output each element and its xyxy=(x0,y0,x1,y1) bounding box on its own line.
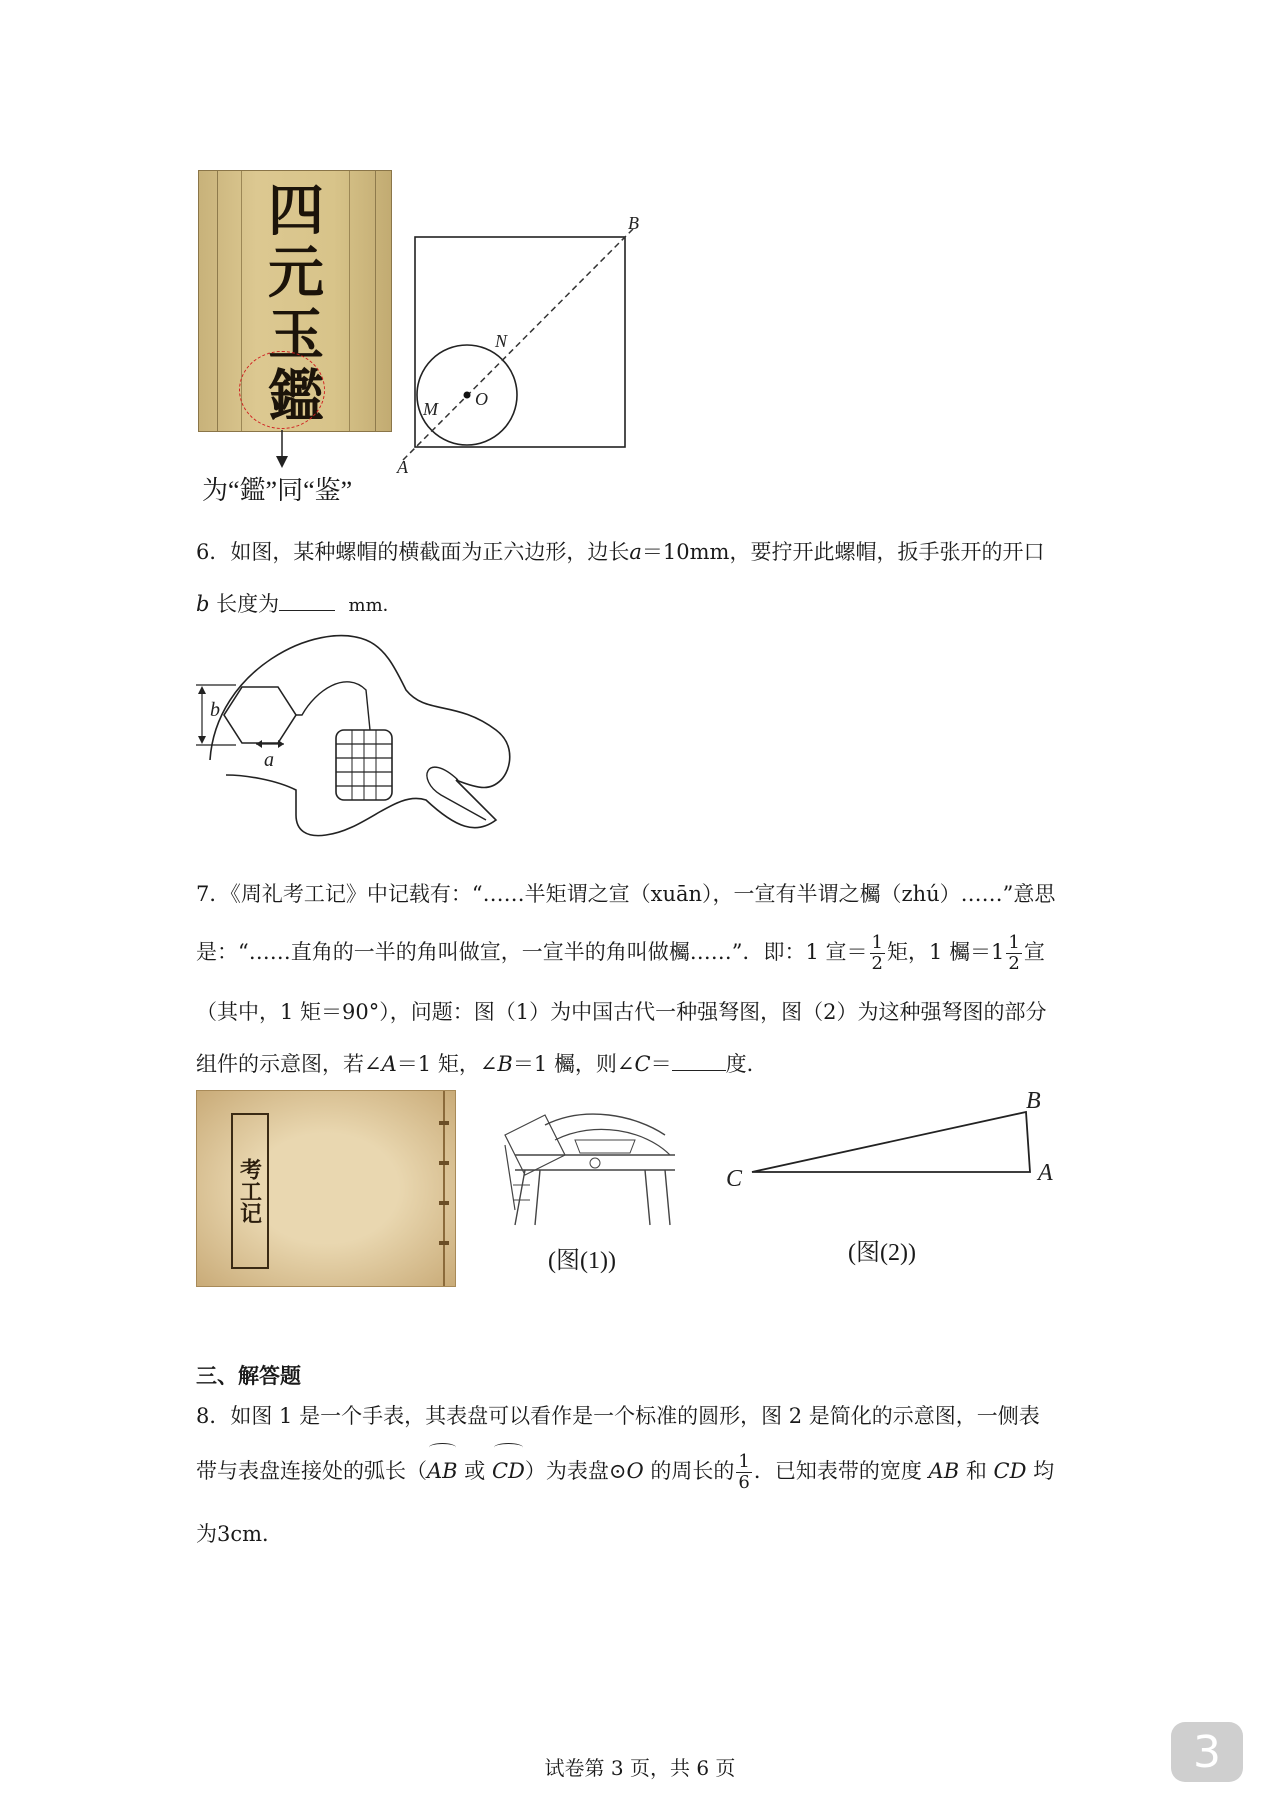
page-number-badge: 3 xyxy=(1171,1722,1243,1782)
triangle-label-C: C xyxy=(726,1166,743,1192)
q8-line2: 带与表盘连接处的弧长（AB 或 CD）为表盘⊙O 的周长的 $\frac{1}{6}$ ．已知表带的宽度 AB 和 CD 均 xyxy=(196,1448,1054,1494)
label-M: M xyxy=(423,399,438,419)
triangle-label-B: B xyxy=(1026,1090,1041,1114)
book-char-1: 四 xyxy=(268,179,324,244)
label-A: A xyxy=(397,457,408,475)
q8-line1: 8．如图 1 是一个手表，其表盘可以看作是一个标准的圆形，图 2 是简化的示意图，一侧表 xyxy=(196,1404,1040,1428)
q7-line4: 组件的示意图，若∠A＝1 矩，∠B＝1 欘，则∠C＝ 度． xyxy=(196,1052,768,1076)
arc-AB: AB xyxy=(427,1448,458,1494)
label-N: N xyxy=(495,331,508,351)
crossbow-drawing xyxy=(485,1095,685,1245)
triangle-label-A: A xyxy=(1038,1160,1053,1186)
arc-CD: CD xyxy=(492,1448,525,1494)
fraction-half-2: $\frac{1}{2}$ xyxy=(1008,932,1020,974)
down-arrow-icon xyxy=(272,430,292,470)
wrench-diagram xyxy=(196,630,516,850)
square-circle-diagram xyxy=(395,215,665,475)
label-O: O xyxy=(475,389,488,409)
book-char-4: 鑑 xyxy=(268,365,324,430)
book-char-3: 玉 xyxy=(268,303,324,368)
book-caption: 为“鑑”同“鉴” xyxy=(202,476,353,505)
q8-line3: 为3cm． xyxy=(196,1522,284,1546)
book-title-label: 考工记 xyxy=(231,1113,269,1269)
fig1-caption: (图(1)) xyxy=(548,1248,616,1274)
q7-line2: 是：“……直角的一半的角叫做宣，一宣半的角叫做欘……”．即：1 宣＝ $\frac{1}{2}$ 矩，1 欘＝1 $\frac{1}{2}$ 宣 xyxy=(196,932,1045,974)
q7-line3: （其中，1 矩＝90°），问题：图（1）为中国古代一种强弩图，图（2）为这种强弩图的部分 xyxy=(196,1000,1047,1024)
q6-line1: 6．如图，某种螺帽的横截面为正六边形，边长a＝10mm，要拧开此螺帽，扳手张开的开口 xyxy=(196,540,1045,564)
answer-blank[interactable] xyxy=(672,1050,726,1071)
book-photo-kaogongji xyxy=(196,1090,456,1287)
label-B: B xyxy=(628,215,639,233)
triangle-diagram xyxy=(720,1090,1060,1200)
highlight-circle xyxy=(239,351,325,429)
page-footer: 试卷第 3 页，共 6 页 xyxy=(544,1756,736,1780)
wrench-label-a: a xyxy=(264,749,274,771)
q7-line1: 7．《周礼考工记》中记载有：“……半矩谓之宣（xuān），一宣有半谓之欘（zhú）……”意思 xyxy=(196,882,1056,906)
book-char-2: 元 xyxy=(268,241,324,306)
q6-line2: b 长度为 mm． xyxy=(196,592,401,616)
book-photo-siyuan xyxy=(198,170,392,432)
wrench-label-b: b xyxy=(210,699,220,721)
section-heading: 三、解答题 xyxy=(196,1363,301,1388)
answer-blank[interactable] xyxy=(279,590,335,611)
fraction-half-1: $\frac{1}{2}$ xyxy=(871,932,883,974)
fig2-caption: (图(2)) xyxy=(848,1240,916,1266)
fraction-one-sixth: $\frac{1}{6}$ xyxy=(738,1451,750,1493)
